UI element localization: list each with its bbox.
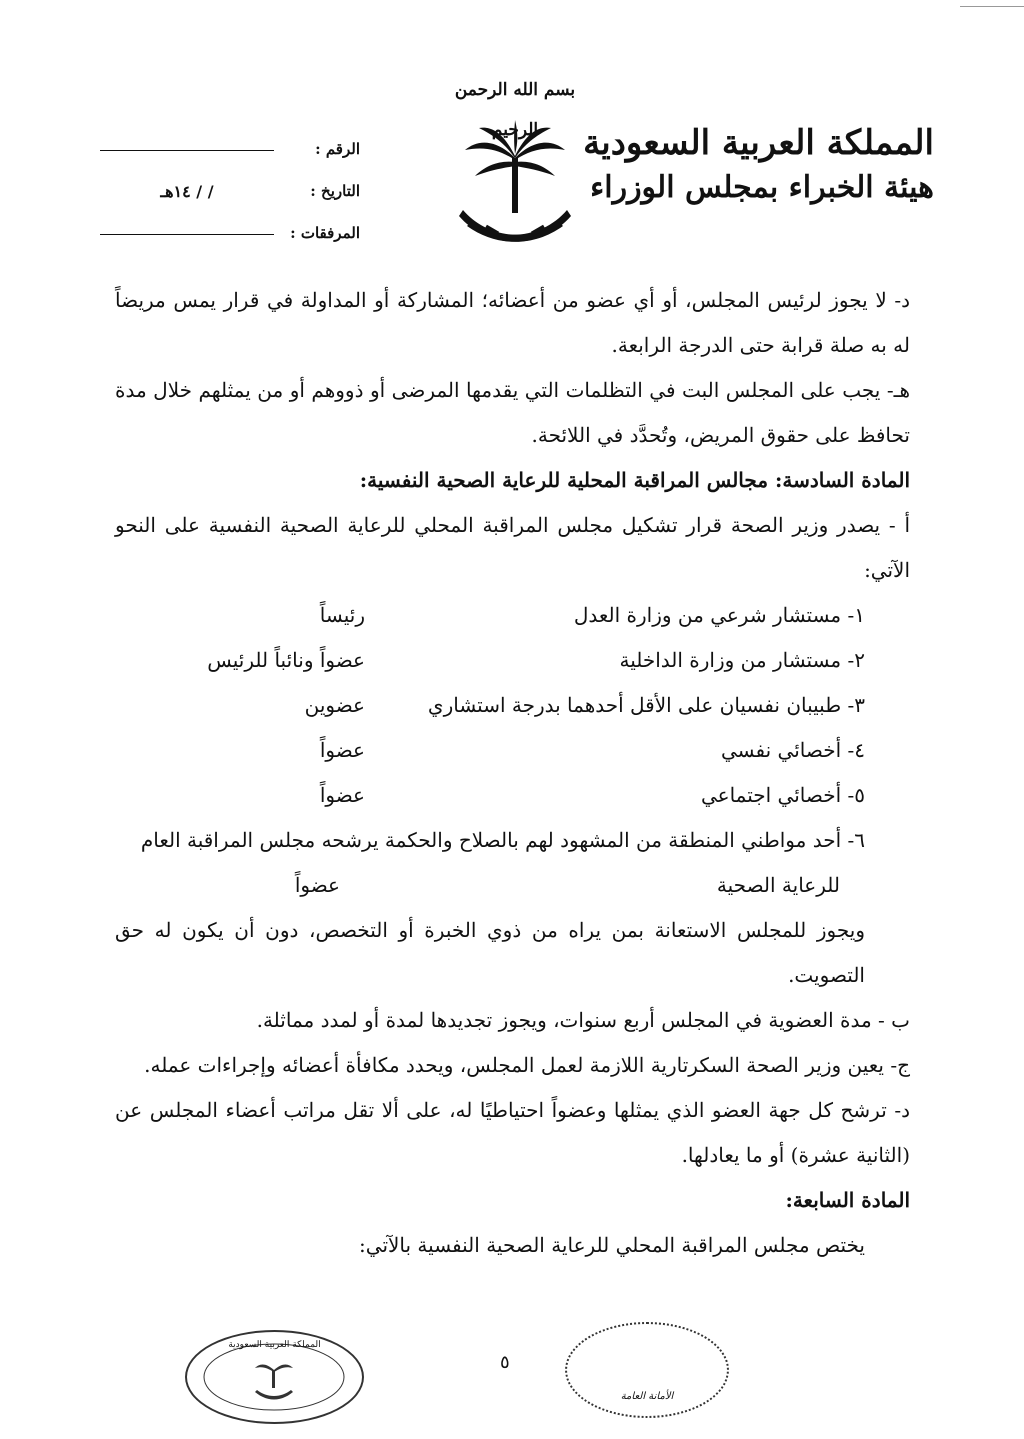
letterhead-org	[534, 120, 934, 210]
article-6-title: المادة السادسة: مجالس المراقبة المحلية للرعاية الصحية النفسية:	[359, 468, 910, 492]
list-item	[115, 683, 865, 728]
list-item	[115, 593, 865, 638]
ref-row	[100, 128, 360, 170]
punch-mark-icon	[950, 555, 990, 595]
list-item	[115, 773, 865, 818]
member-role: عضوين	[304, 693, 365, 717]
attachments-row	[100, 212, 360, 254]
member-text: ١- مستشار شرعي من وزارة العدل	[573, 603, 865, 627]
member-text: ٢- مستشار من وزارة الداخلية	[619, 648, 865, 672]
member-text: ٥- أخصائي اجتماعي	[700, 783, 865, 807]
top-rule	[960, 0, 1024, 7]
member-6-line-1: ٦- أحد مواطني المنطقة من المشهود لهم بالصلاح والحكمة يرشحه مجلس المراقبة العام	[140, 828, 865, 852]
member-role: عضواً	[319, 738, 365, 762]
date-value: / / ١٤هـ	[160, 181, 214, 201]
secretariat-stamp	[565, 1322, 729, 1418]
member-6-row	[115, 863, 865, 908]
basmala-text: بسم الله الرحمن	[454, 80, 576, 100]
ref-label: الرقم :	[315, 140, 360, 158]
basmala	[440, 70, 590, 110]
clause-b: ب - مدة العضوية في المجلس أربع سنوات، ويجوز تجديدها لمدة أو لمدد مماثلة.	[256, 1008, 910, 1032]
list-item	[115, 638, 865, 683]
ref-line	[100, 148, 274, 151]
clause-j: ج- يعين وزير الصحة السكرتارية اللازمة لعمل المجلس، ويحدد مكافأة أعضائه وإجراءات عمله.	[144, 1053, 910, 1077]
article-7-title: المادة السابعة:	[785, 1188, 910, 1212]
clause-d2: د- ترشح كل جهة العضو الذي يمثلها وعضواً احتياطيًا له، على ألا تقل مراتب أعضاء المجلس عن (الثانية عشرة) أو ما يعادلها.	[115, 1098, 910, 1167]
attachments-label: المرفقات :	[290, 224, 360, 242]
member-role: رئيساً	[319, 603, 365, 627]
article-7-intro: يختص مجلس المراقبة المحلي للرعاية الصحية النفسية بالآتي:	[359, 1233, 865, 1257]
punch-mark-icon	[930, 895, 970, 935]
member-text: ٤- أخصائي نفسي	[720, 738, 865, 762]
kingdom-name: المملكة العربية السعودية	[583, 123, 934, 163]
official-stamp	[185, 1330, 364, 1424]
document-body	[115, 278, 910, 1268]
punch-mark-icon	[948, 930, 988, 970]
consult-paragraph: ويجوز للمجلس الاستعانة بمن يراه من ذوي الخبرة أو التخصص، دون أن يكون له حق التصويت.	[115, 918, 865, 987]
clause-a: أ - يصدر وزير الصحة قرار تشكيل مجلس المراقبة المحلي للرعاية الصحية النفسية على النحو الآتي:	[115, 513, 911, 582]
page-number: ٥	[500, 1352, 510, 1373]
member-role: عضواً ونائباً للرئيس	[207, 648, 365, 672]
clause-h: هـ- يجب على المجلس البت في التظلمات التي يقدمها المرضى أو ذووهم أو من يمثلهم خلال مدة تحافظ على حقوق المريض، وتُحدَّد في اللائحة.	[115, 378, 910, 447]
members-list	[115, 593, 910, 908]
authority-name: هيئة الخبراء بمجلس الوزراء	[590, 170, 934, 205]
date-label: التاريخ :	[310, 182, 360, 200]
punch-mark-icon	[930, 520, 970, 560]
reference-fields	[100, 128, 360, 254]
member-role: عضواً	[319, 783, 365, 807]
saudi-emblem-icon	[455, 118, 575, 258]
member-text: ٣- طبيبان نفسيان على الأقل أحدهما بدرجة استشاري	[427, 693, 865, 717]
clause-d: د- لا يجوز لرئيس المجلس، أو أي عضو من أعضائه؛ المشاركة أو المداولة في قرار يمس مريضاً له به صلة قرابة حتى الدرجة الرابعة.	[115, 288, 910, 357]
date-row	[100, 170, 360, 212]
stamp-left-text: المملكة العربية السعودية	[228, 1340, 321, 1350]
stamp-mid-text: الأمانة العامة	[620, 1391, 674, 1402]
list-item	[115, 818, 865, 908]
member-role: عضواً	[294, 873, 340, 897]
list-item	[115, 728, 865, 773]
attachments-line	[100, 232, 274, 235]
member-6-line-2: للرعاية الصحية	[716, 873, 840, 897]
